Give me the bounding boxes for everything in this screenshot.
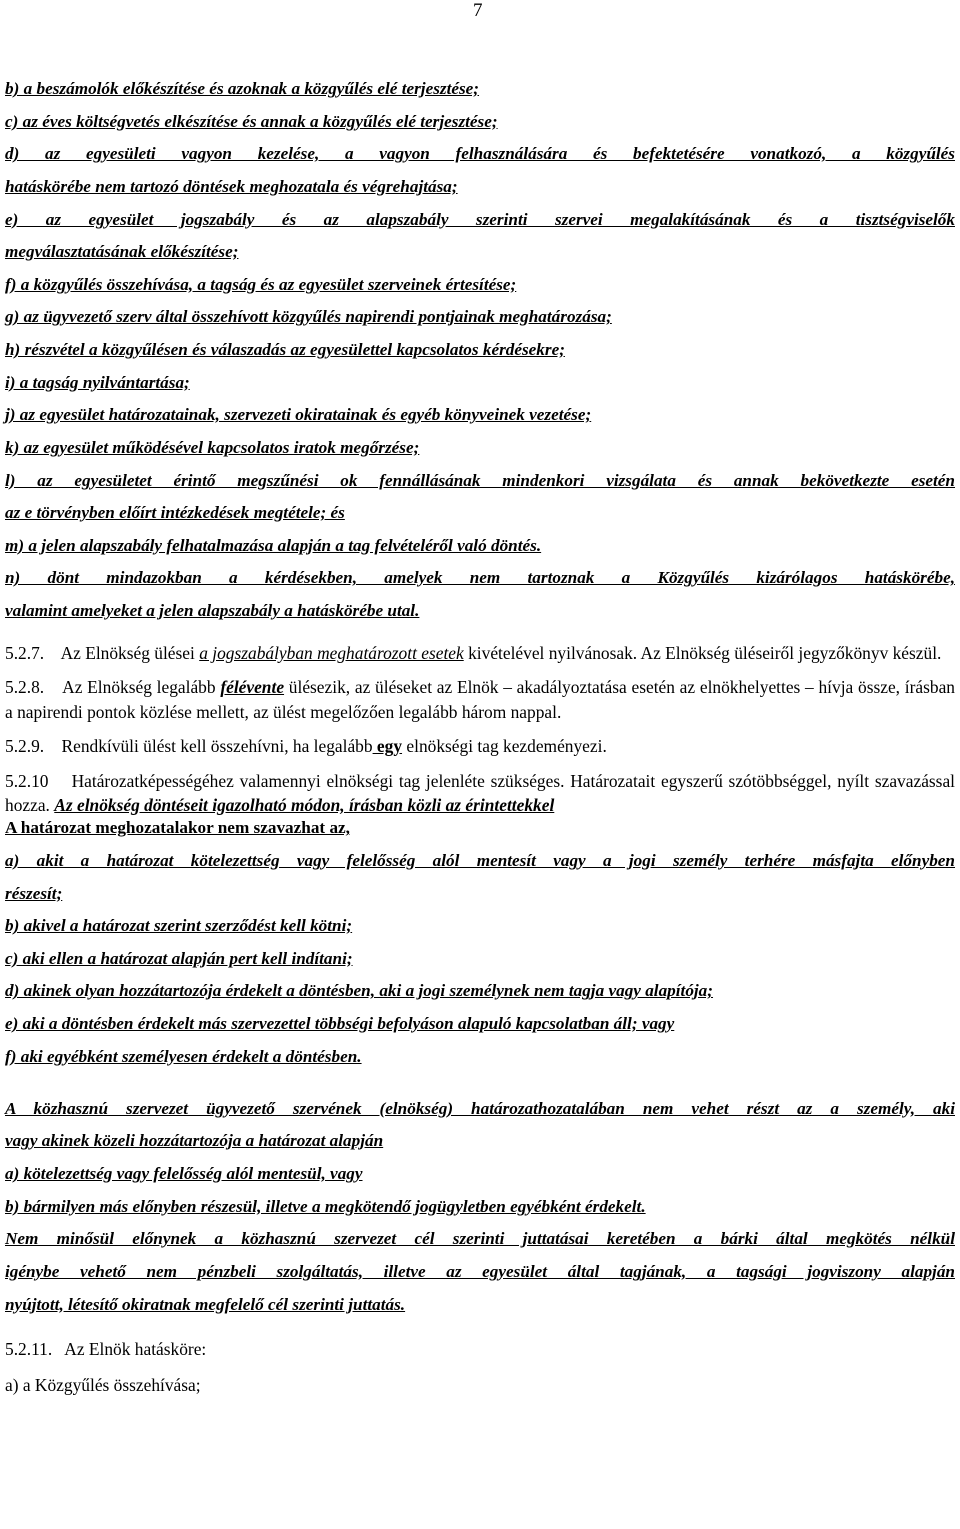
- section-text: Határozatképességéhez valamennyi elnökségi tag jelenléte szükséges. Határozatait egyszerű szótöbbséggel, nyílt szavazással hozza.: [5, 770, 955, 815]
- list-item: l) az egyesületet érintő megszűnési ok fennállásának mindenkori vizsgálata és annak bekövetkezte esetén: [5, 470, 955, 490]
- page-number: 7: [473, 0, 483, 21]
- list-item: b) bármilyen más előnyben részesül, illetve a megkötendő jogügyletben egyébként érdekelt.: [5, 1196, 646, 1216]
- section-text: Az Elnökség ülései: [60, 643, 195, 664]
- list-item: igénybe vehető nem pénzbeli szolgáltatás, illetve az egyesület által tagjának, a tagsági jogviszony alapján: [5, 1261, 955, 1281]
- list-item: j) az egyesület határozatainak, szervezeti okiratainak és egyéb könyveinek vezetése;: [5, 405, 592, 425]
- list-item: n) dönt mindazokban a kérdésekben, amelyek nem tartoznak a Közgyűlés kizárólagos hatáskörébe,: [5, 568, 955, 588]
- list-item: valamint amelyeket a jelen alapszabály a hatáskörébe utal.: [5, 601, 420, 620]
- list-item: a) a Közgyűlés összehívása;: [5, 1375, 201, 1396]
- list-item: az e törvényben előírt intézkedések megtétele; és: [5, 503, 345, 523]
- presidium-duties-list: [5, 79, 955, 621]
- list-item: f) aki egyébként személyesen érdekelt a döntésben.: [5, 1046, 362, 1066]
- section-5-2-10: [5, 769, 955, 818]
- list-item: h) részvétel a közgyűlésen és válaszadás az egyesülettel kapcsolatos kérdésekre;: [5, 340, 565, 359]
- section-text: ülésezik, az üléseket az Elnök – akadályoztatása esetén az elnökhelyettes – hívja össze, írásban a napirendi pontok közlése mellett, az ülést megelőzően legalább három nappal.: [5, 677, 955, 722]
- section-text: Az Elnök hatásköre:: [64, 1338, 207, 1359]
- list-item: m) a jelen alapszabály felhatalmazása alapján a tag felvételéről való döntés.: [5, 535, 542, 555]
- list-item: g) az ügyvezető szerv által összehívott közgyűlés napirendi pontjainak meghatározása;: [5, 307, 612, 327]
- section-number: 5.2.10: [5, 770, 49, 791]
- voting-exclusion-list: [5, 818, 955, 1067]
- list-item: a) akit a határozat kötelezettség vagy felelősség alól mentesít vagy a jogi személy terhére másfajta előnyben: [5, 850, 955, 870]
- section-5-2-8: [5, 675, 955, 724]
- section-text: kivételével nyilvánosak. Az Elnökség üléseiről jegyzőkönyv készül.: [468, 643, 942, 664]
- section-5-2-11: [5, 1337, 955, 1361]
- public-benefit-clause: [5, 1099, 955, 1315]
- list-item: d) az egyesületi vagyon kezelése, a vagyon felhasználására és befektetésére vonatkozó, a közgyűlés: [5, 144, 955, 164]
- list-heading: A határozat meghozatalakor nem szavazhat az,: [5, 818, 350, 838]
- list-item: hatáskörébe nem tartozó döntések meghozatala és végrehajtása;: [5, 176, 458, 196]
- list-item: c) az éves költségvetés elkészítése és annak a közgyűlés elé terjesztése;: [5, 111, 498, 131]
- list-item: részesít;: [5, 883, 63, 903]
- list-item: megválasztatásának előkészítése;: [5, 242, 239, 262]
- section-number: 5.2.11.: [5, 1338, 53, 1359]
- list-item: vagy akinek közeli hozzátartozója a határozat alapján: [5, 1131, 384, 1151]
- list-item: d) akinek olyan hozzátartozója érdekelt a döntésben, aki a jogi személynek nem tagja vagy alapítója;: [5, 981, 714, 1001]
- section-text: elnökségi tag kezdeményezi.: [406, 736, 607, 757]
- section-emphasis: félévente: [220, 677, 285, 698]
- list-item: a) kötelezettség vagy felelősség alól mentesül, vagy: [5, 1164, 363, 1184]
- list-item: f) a közgyűlés összehívása, a tagság és az egyesület szerveinek értesítése;: [5, 274, 517, 294]
- document-body: [5, 79, 955, 1397]
- list-item: b) akivel a határozat szerint szerződést kell kötni;: [5, 916, 353, 936]
- section-5-2-9: [5, 734, 955, 758]
- section-number: 5.2.7.: [5, 643, 45, 664]
- section-text: Az Elnökség legalább: [62, 677, 216, 698]
- list-item: A közhasznú szervezet ügyvezető szervének (elnökség) határozathozatalában nem vehet részt az a személy, aki: [5, 1098, 955, 1118]
- section-text: Rendkívüli ülést kell összehívni, ha legalább: [61, 736, 373, 757]
- list-item: c) aki ellen a határozat alapján pert kell indítani;: [5, 948, 353, 968]
- list-item: e) az egyesület jogszabály és az alapszabály szerinti szervei megalakításának és a tisztségviselők: [5, 209, 955, 229]
- section-emphasis: egy: [372, 736, 403, 757]
- list-item: i) a tagság nyilvántartása;: [5, 372, 190, 392]
- section-number: 5.2.8.: [5, 677, 45, 698]
- section-5-2-7: [5, 641, 955, 665]
- section-emphasis: a jogszabályban meghatározott esetek: [199, 643, 464, 664]
- list-item: Nem minősül előnynek a közhasznú szervezet cél szerinti juttatásai keretében a bárki által megkötés nélkül: [5, 1229, 955, 1249]
- section-emphasis: Az elnökség döntéseit igazolható módon, írásban közli az érintettekkel: [54, 794, 555, 815]
- list-item: b) a beszámolók előkészítése és azoknak a közgyűlés elé terjesztése;: [5, 79, 480, 98]
- list-item: e) aki a döntésben érdekelt más szervezettel többségi befolyáson alapuló kapcsolatban áll; vagy: [5, 1014, 675, 1034]
- list-item: nyújtott, létesítő okiratnak megfelelő cél szerinti juttatás.: [5, 1294, 406, 1314]
- list-item: k) az egyesület működésével kapcsolatos iratok megőrzése;: [5, 437, 420, 457]
- section-number: 5.2.9.: [5, 736, 45, 757]
